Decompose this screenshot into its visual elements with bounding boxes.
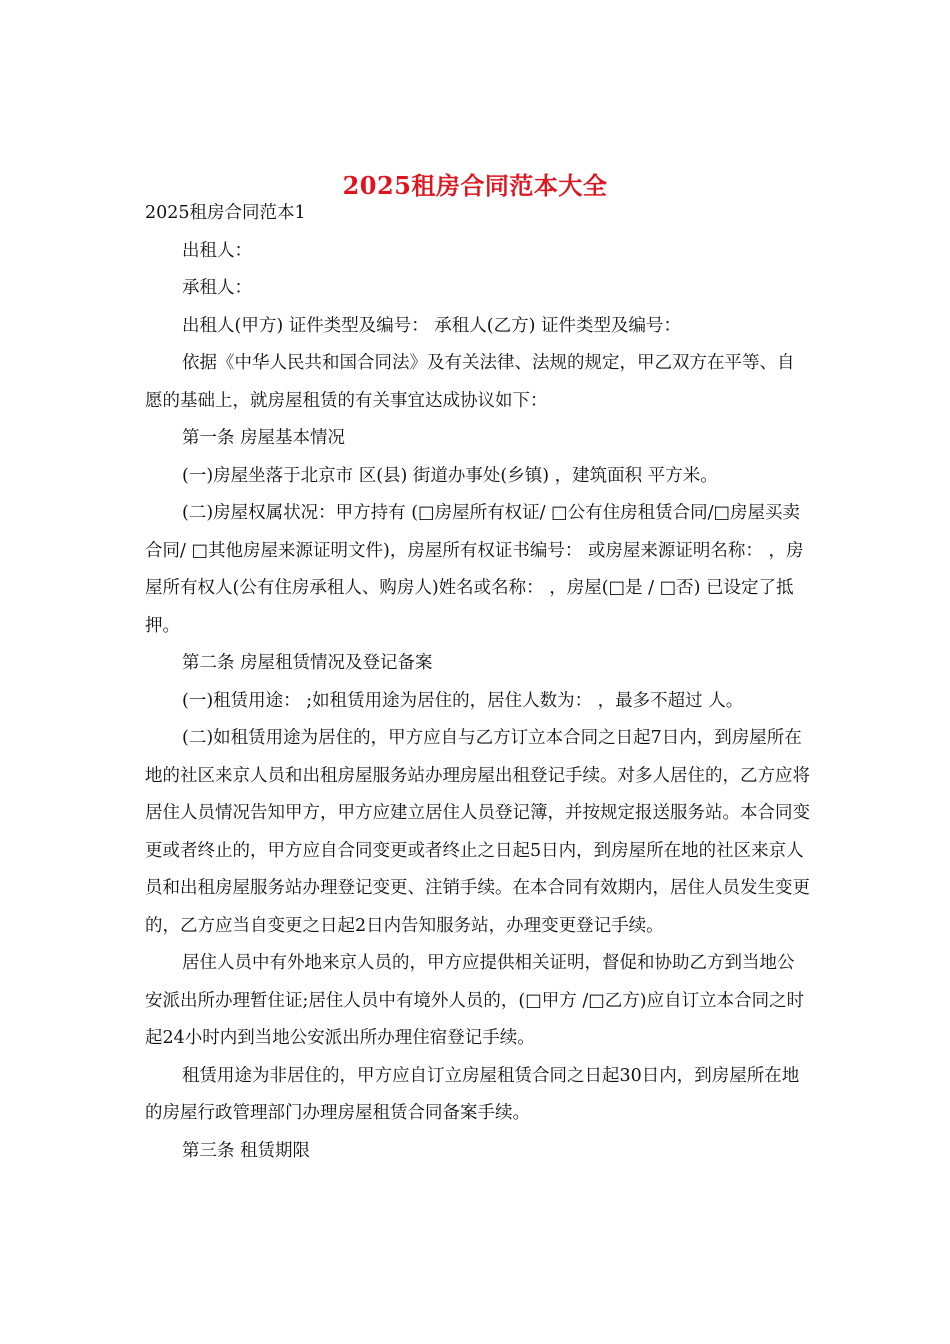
document-body (145, 195, 810, 1170)
lessee-line: 承租人： (182, 278, 252, 298)
article-1-clause-2: (二)房屋权属状况：甲方持有 (□房屋所有权证/ □公有住房租赁合同/□房屋买卖合同/ □其他房屋来源证明文件)，房屋所有权证书编号： 或房屋来源证明名称： ，房屋所有权人(公有住房承租人、购房人)姓名或名称： ，房屋(□是 / □否) 已设定了抵押。 (145, 503, 804, 636)
article-2-clause-2: (二)如租赁用途为居住的，甲方应自与乙方订立本合同之日起7日内，到房屋所在地的社区来京人员和出租房屋服务站办理房屋出租登记手续。对多人居住的，乙方应将居住人员情况告知甲方，甲方应建立居住人员登记簿，并按规定报送服务站。本合同变更或者终止的，甲方应自合同变更或者终止之日起5日内，到房屋所在地的社区来京人员和出租房屋服务站办理登记变更、注销手续。在本合同有效期内，居住人员发生变更的，乙方应当自变更之日起2日内告知服务站，办理变更登记手续。 (145, 728, 810, 936)
contract-subtitle: 2025租房合同范本1 (145, 203, 306, 223)
article-2-heading: 第二条 房屋租赁情况及登记备案 (182, 653, 433, 673)
id-documents-line: 出租人(甲方) 证件类型及编号： 承租人(乙方) 证件类型及编号： (182, 315, 681, 336)
article-2-clause-1: (一)租赁用途： ;如租赁用途为居住的，居住人数为： ，最多不超过 人。 (182, 690, 744, 711)
article-1-heading: 第一条 房屋基本情况 (182, 428, 346, 448)
article-3-heading: 第三条 租赁期限 (182, 1140, 311, 1161)
article-1-clause-1: (一)房屋坐落于北京市 区(县) 街道办事处(乡镇) ，建筑面积 平方米。 (182, 465, 718, 486)
article-2-paragraph-nonlocal: 居住人员中有外地来京人员的，甲方应提供相关证明，督促和协助乙方到当地公安派出所办理暂住证;居住人员中有境外人员的，(□甲方 /□乙方)应自订立本合同之时起24小时内到当地公安派出所办理住宿登记手续。 (145, 953, 805, 1048)
document-title: 2025租房合同范本大全 (342, 171, 608, 201)
preamble-paragraph: 依据《中华人民共和国合同法》及有关法律、法规的规定，甲乙双方在平等、自愿的基础上，就房屋租赁的有关事宜达成协议如下： (145, 353, 795, 411)
article-2-paragraph-nonresidential: 租赁用途为非居住的，甲方应自订立房屋租赁合同之日起30日内，到房屋所在地的房屋行政管理部门办理房屋租赁合同备案手续。 (145, 1065, 800, 1123)
lessor-line: 出租人： (182, 240, 252, 261)
